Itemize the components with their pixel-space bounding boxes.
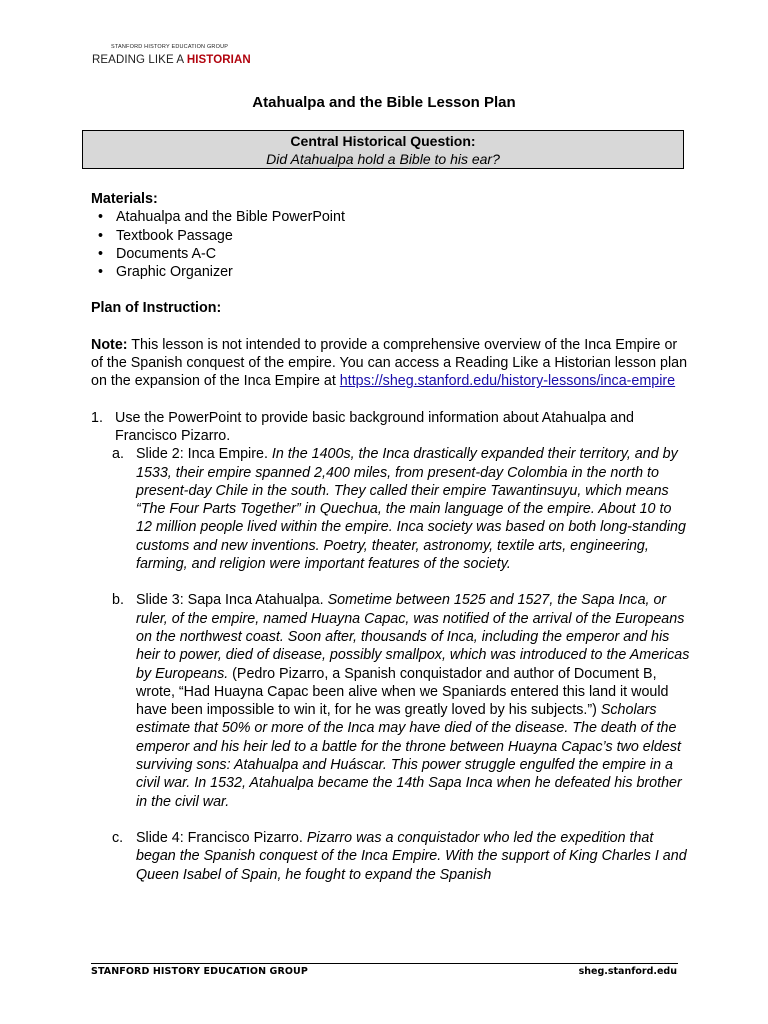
materials-heading: Materials: bbox=[91, 191, 158, 207]
plan-heading: Plan of Instruction: bbox=[91, 300, 222, 317]
slide-description: Pizarro was a conquistador who led the expedition that began the Spanish conquest of the Inca Empire. With the support of King Charles I and Queen Isabel of Spain, he fought to expand the Spanish bbox=[136, 829, 687, 883]
slide-letter: a. bbox=[112, 446, 124, 463]
note-text: This lesson is not intended to provide a comprehensive overview of the Inca Empire or of the Spanish conquest of the empire. You can access a Reading Like a Historian lesson plan on the expansion of the Inca Empire at bbox=[91, 336, 688, 390]
step-1-text: Use the PowerPoint to provide basic background information about Atahualpa and Francisco Pizarro. bbox=[115, 409, 634, 444]
logo-title-part2: HISTORIAN bbox=[186, 54, 251, 66]
inca-empire-link[interactable]: https://sheg.stanford.edu/history-lessons/inca-empire bbox=[339, 373, 676, 390]
footer-org: STANFORD HISTORY EDUCATION GROUP bbox=[91, 966, 308, 977]
footer-url: sheg.stanford.edu bbox=[578, 966, 677, 977]
step-1 bbox=[91, 409, 691, 446]
materials-item: • Atahualpa and the Bible PowerPoint bbox=[91, 208, 691, 226]
logo-title-part1: READING LIKE A bbox=[92, 54, 187, 66]
slide-label: Slide 2: Inca Empire. bbox=[136, 446, 272, 463]
slide-quote: (Pedro Pizarro, a Spanish conquistador and author of Document B, wrote, “Had Huayna Capac been alive when we Spaniards entered this land it would have been impossible to win it, for he was greatly loved by his subjects.”) bbox=[136, 665, 669, 719]
slide-description-cont: Scholars estimate that 50% or more of the Inca may have died of the disease. The death of the emperor and his heir led to a battle for the throne between Huayna Capac’s two eldest surviving sons: Atahualpa and Huáscar. This power struggle engulfed the empire in a civil war. In 1532, Atahualpa became the 14th Sapa Inca when he defeated his brother in the civil war. bbox=[136, 702, 682, 810]
materials-list bbox=[91, 208, 691, 281]
note-paragraph bbox=[91, 336, 691, 391]
materials-item: • Documents A-C bbox=[91, 245, 691, 263]
slide-description: Sometime between 1525 and 1527, the Sapa Inca, or ruler, of the empire, named Huayna Capac, was notified of the arrival of the Europeans on the northwest coast. Soon after, thousands of Inca, including the emperor and his heir to power, died of disease, possibly smallpox, which was introduced to the Americas by Europeans. bbox=[136, 592, 690, 682]
slide-item-3 bbox=[112, 591, 691, 811]
logo-title bbox=[92, 54, 251, 66]
note-label: Note: bbox=[91, 336, 128, 353]
central-question-label: Central Historical Question: bbox=[290, 133, 476, 149]
page-title: Atahualpa and the Bible Lesson Plan bbox=[252, 94, 516, 111]
central-question-text: Did Atahualpa hold a Bible to his ear? bbox=[266, 151, 500, 167]
materials-item: • Graphic Organizer bbox=[91, 263, 691, 281]
slide-list bbox=[112, 445, 691, 884]
materials-item: • Textbook Passage bbox=[91, 227, 691, 245]
lesson-body bbox=[91, 190, 691, 902]
slide-letter: c. bbox=[112, 829, 124, 846]
slide-description: In the 1400s, the Inca drastically expanded their territory, and by 1533, their empire spanned 2,400 miles, from present-day Colombia in the north to present-day Chile in the south. They called their empire Tawantinsuyu, which means “The Four Parts Together” in Quechua, the main language of the empire. About 10 to 12 million people lived within the empire. Inca society was based on both long-standing customs and new inventions. Poetry, theater, astronomy, textile arts, engineering, farming, and religion were important features of the society. bbox=[136, 446, 686, 573]
logo-org-text: STANFORD HISTORY EDUCATION GROUP bbox=[111, 44, 229, 50]
central-question-box bbox=[82, 130, 684, 169]
slide-label: Slide 3: Sapa Inca Atahualpa. bbox=[136, 592, 328, 609]
slide-letter: b. bbox=[112, 592, 124, 609]
slide-label: Slide 4: Francisco Pizarro. bbox=[136, 829, 307, 846]
footer-divider bbox=[91, 963, 678, 964]
slide-item-4 bbox=[112, 829, 691, 884]
slide-item-2 bbox=[112, 445, 691, 573]
step-number: 1. bbox=[91, 409, 103, 426]
